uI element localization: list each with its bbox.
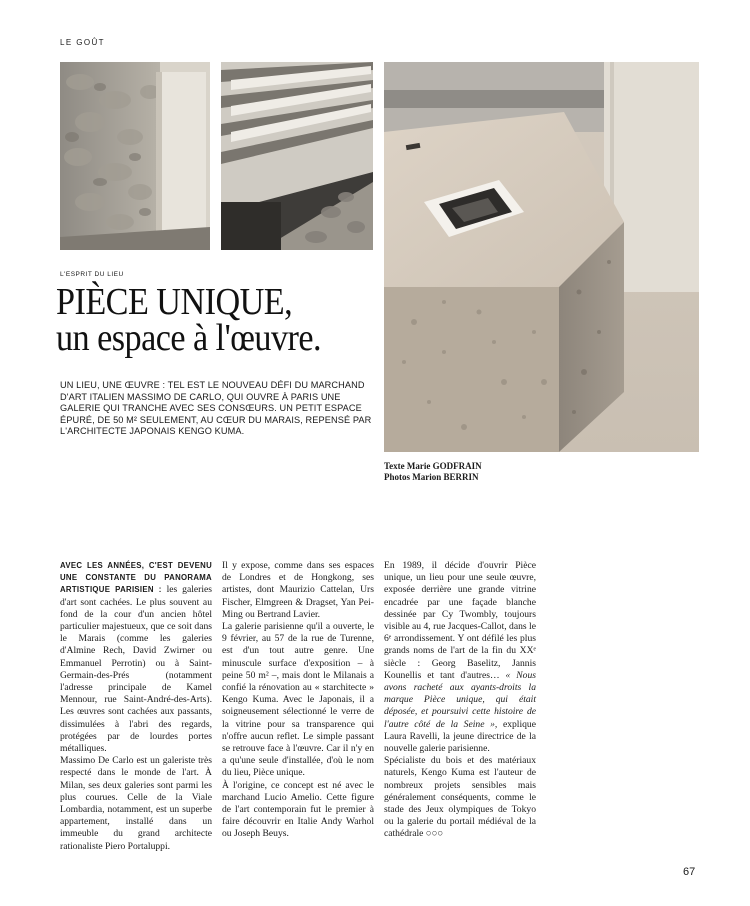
paragraph: La galerie parisienne qu'il a ouverte, le 9 février, au 57 de la rue de Turenne, est d'un tout autre genre. Une minuscule surface d'exposition – à peine 50 m² –, mais dont le Milanais a confié la rénovation au « starchitecte » Kengo Kuma. Avec le Japonais, il a soigneusement sélectionné le verre de la vitrine pour sa transparence qui n'offre aucun reflet. Le simple passant se retrouve face à l'œuvre. Car il n'y en a qu'une seule d'installée, d'où le nom du lieu, Pièce unique. — [222, 621, 374, 779]
photo-credit: Photos Marion BERRIN — [384, 472, 479, 482]
paragraph: Spécialiste du bois et des matériaux naturels, Kengo Kuma est l'auteur de nombreux projets sensibles mais généralement conséquents, comme le stade des Jeux olympiques de Tokyo ou la galerie du portail médiéval de la cathédrale ○○○ — [384, 755, 536, 840]
quote: « Nous avons racheté aux ayants-droits la marque Pièce unique, qui était déposée, et poursuivi cette histoire de l'autre côté de la Seine », — [384, 669, 537, 730]
body-column-3 — [384, 560, 536, 841]
standfirst: UN LIEU, UNE ŒUVRE : TEL EST LE NOUVEAU DÉFI DU MARCHAND D'ART ITALIEN MASSIMO DE CARLO, QUI OUVRE À PARIS UNE GALERIE QUI TRANCHE AVEC SES CONSŒURS. UN PETIT ESPACE ÉPURÉ, DE 50 M² SEULEMENT, AU CŒUR DU MARAIS, REPENSÉ PAR L'ARCHITECTE JAPONAIS KENGO KUMA. — [60, 380, 372, 437]
headline-line-2: un espace à l'œuvre. — [56, 317, 322, 359]
gallery-ceiling-photo — [221, 62, 373, 250]
credits — [384, 461, 482, 483]
kicker: L'ESPRIT DU LIEU — [60, 271, 124, 278]
paragraph-text: les galeries d'art sont cachées. Le plus souvent au fond de la cour d'un ancien hôtel particulier majestueux, que ce soit dans le Marais (comme les galeries d'Almine Rech, David Zwirner ou Emmanuel Perrotin) ou à Saint-Germain-des-Prés (notamment l'adresse principale de Kamel Mennour, rue Saint-André-des-Arts). Les œuvres sont cachées aux passants, dissimulées à l'abri des regards, protégées par de lourdes portes métalliques. — [60, 584, 212, 755]
headline-line-1: PIÈCE UNIQUE, — [56, 281, 293, 323]
gallery-interior-photo-left — [60, 62, 210, 250]
paragraph-text: En 1989, il décide d'ouvrir Pièce unique, un lieu pour une seule œuvre, exposée derrière une grande vitrine encadrée par une façade blanche dessinée par Cy Twombly, toujours visible au 4, rue Jacques-Callot, dans le 6ᵉ arrondissement. Y ont défilé les plus grands noms de l'art de la fin du XXᵉ siècle : Georg Baselitz, Jannis Kounellis et tant d'autres… — [384, 560, 536, 681]
paragraph — [384, 560, 536, 755]
lead-in: AVEC LES ANNÉES, C'EST DEVENU UNE CONSTANTE DU PANORAMA ARTISTIQUE PARISIEN : — [60, 561, 212, 595]
headline — [56, 281, 322, 359]
concrete-plinth-photo — [384, 62, 699, 452]
body-column-1 — [60, 560, 212, 853]
text-credit: Texte Marie GODFRAIN — [384, 461, 482, 471]
paragraph — [60, 560, 212, 755]
paragraph: Il y expose, comme dans ses espaces de Londres et de Hongkong, ses artistes, dont Maurizio Cattelan, Urs Fischer, Elmgreen & Dragset, Yan Pei-Ming ou Bertrand Lavier. — [222, 560, 374, 620]
paragraph: À l'origine, ce concept est né avec le marchand Lucio Amelio. Cette figure de l'art contemporain fut le premier à faire découvrir en Italie Andy Warhol ou Joseph Beuys. — [222, 779, 374, 840]
paragraph-text: explique Laura Ravelli, la jeune directrice de la nouvelle galerie parisienne. — [384, 718, 536, 755]
page-number: 67 — [683, 866, 696, 878]
body-column-2 — [222, 560, 374, 841]
section-tag: LE GOÛT — [60, 38, 105, 47]
paragraph: Massimo De Carlo est un galeriste très respecté dans le monde de l'art. À Milan, ses deux galeries sont parmi les plus courues. Celle de la Viale Lombardia, notamment, est un superbe appartement, installé dans un immeuble du grand architecte rationaliste Piero Portaluppi. — [60, 755, 212, 852]
